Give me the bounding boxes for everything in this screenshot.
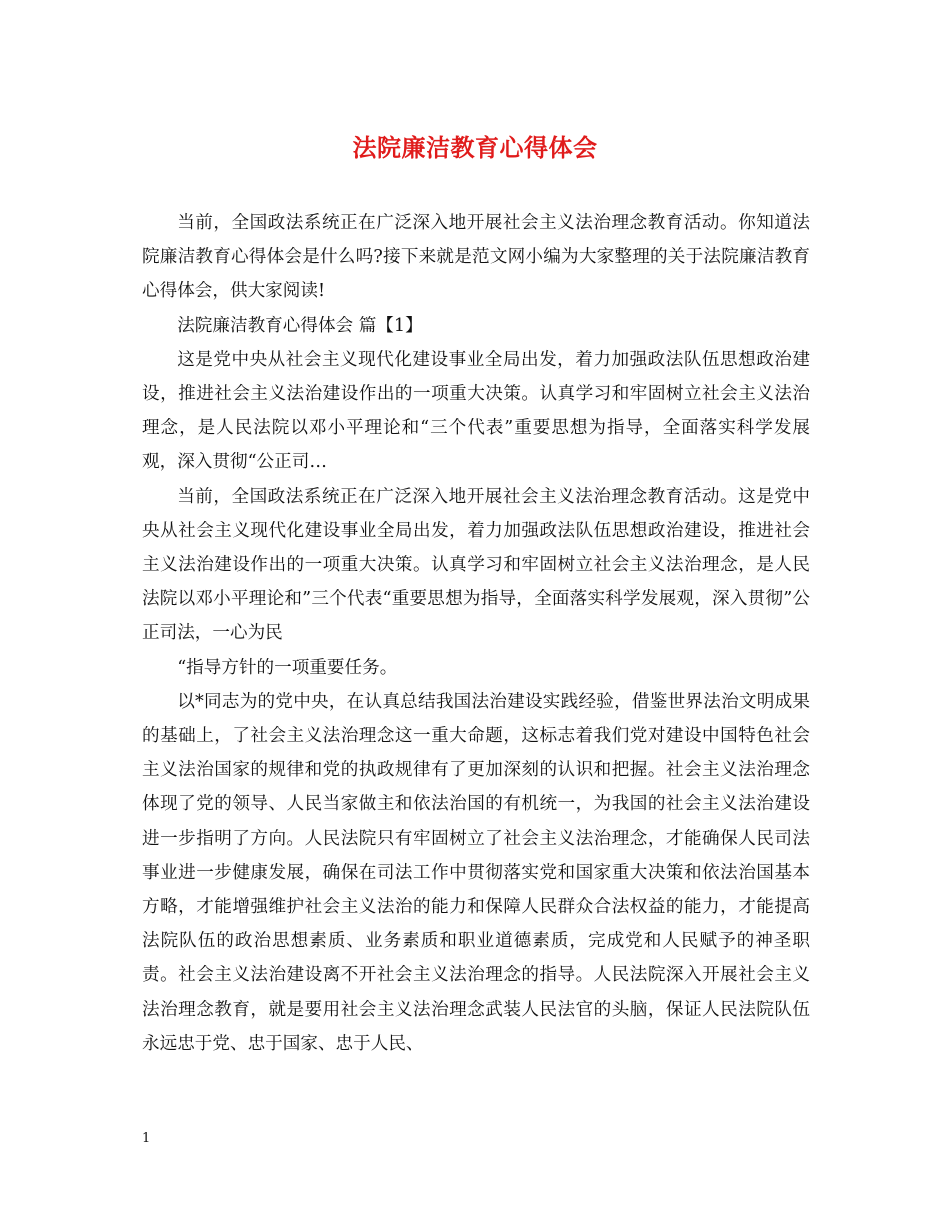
body-paragraph: 以*同志为的党中央，在认真总结我国法治建设实践经验，借鉴世界法治文明成果的基础上，了社会主义法治理念这一重大命题，这标志着我们党对建设中国特色社会主义法治国家的规律和党的执政规律有了更加深刻的认识和把握。社会主义法治理念体现了党的领导、人民当家做主和依法治国的有机统一，为我国的社会主义法治建设进一步指明了方向。人民法院只有牢固树立了社会主义法治理念，才能确保人民司法事业进一步健康发展，确保在司法工作中贯彻落实党和国家重大决策和依法治国基本方略，才能增强维护社会主义法治的能力和保障人民群众合法权益的能力，才能提高法院队伍的政治思想素质、业务素质和职业道德素质，完成党和人民赋予的神圣职责。社会主义法治建设离不开社会主义法治理念的指导。人民法院深入开展社会主义法治理念教育，就是要用社会主义法治理念武装人民法官的头脑，保证人民法院队伍永远忠于党、忠于国家、忠于人民、 — [142, 691, 810, 1054]
body-paragraph: 当前，全国政法系统正在广泛深入地开展社会主义法治理念教育活动。这是党中央从社会主义现代化建设事业全局出发，着力加强政法队伍思想政治建设，推进社会主义法治建设作出的一项重大决策。认真学习和牢固树立社会主义法治理念，是人民法院以邓小平理论和”三个代表“重要思想为指导，全面落实科学发展观，深入贯彻”公正司法，一心为民 — [142, 486, 810, 644]
page-number: 1 — [142, 1131, 151, 1146]
document-title: 法院廉洁教育心得体会 — [352, 133, 598, 162]
document-body — [142, 206, 810, 1061]
body-paragraph: 这是党中央从社会主义现代化建设事业全局出发，着力加强政法队伍思想政治建设，推进社会主义法治建设作出的一项重大决策。认真学习和牢固树立社会主义法治理念，是人民法院以邓小平理论和“三个代表”重要思想为指导，全面落实科学发展观，深入贯彻“公正司… — [142, 349, 810, 473]
intro-paragraph: 当前，全国政法系统正在广泛深入地开展社会主义法治理念教育活动。你知道法院廉洁教育心得体会是什么吗?接下来就是范文网小编为大家整理的关于法院廉洁教育心得体会，供大家阅读! — [142, 213, 810, 302]
section-heading: 法院廉洁教育心得体会 篇【1】 — [177, 315, 423, 336]
body-paragraph: “指导方针的一项重要任务。 — [177, 657, 398, 678]
